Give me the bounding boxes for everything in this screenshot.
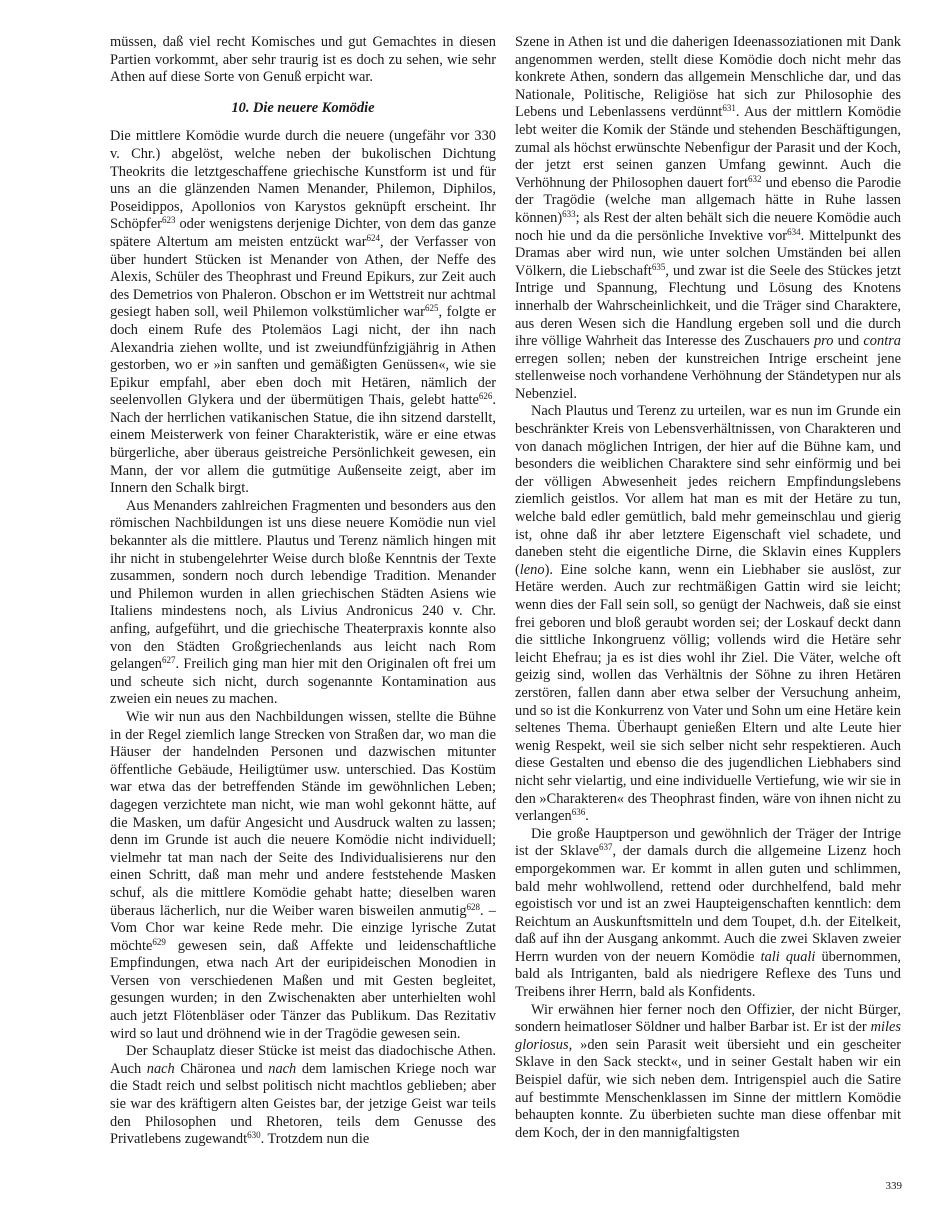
italic-term: contra	[863, 333, 901, 350]
footnote-ref[interactable]: 629	[152, 936, 166, 947]
text-run: Szene in Athen ist und die daherigen Ideenassoziationen mit Dank angenommen werden, stellt diese Komödie doch nicht mehr das konkrete Athen, sondern das allgemein Menschliche dar, und das Nationale, Politische, Religiöse hat sich zur Philosophie des Lebens und Lebenlassens verdünnt	[515, 34, 901, 121]
text-run: müssen, daß viel recht Komisches und gut Gemachtes in diesen Partien vorkommt, aber sehr traurig ist es doch zu sehen, wie sehr Athen auf diese Sorte von Genuß erpicht war.	[110, 34, 496, 86]
text-run: . Nach der herrlichen vatikanischen Statue, die ihn sitzend darstellt, einem Meisterwerk von feiner Charakteristik, wäre er eine etwas bürgerliche, aber überaus geistreiche Persönlichkeit gewesen, ein Mann, der vor allem die gutmütige Außenseite zeigt, aber im Innern den Schalk birgt.	[110, 392, 496, 497]
text-run: , der damals durch die allgemeine Lizenz hoch emporgekommen war. Er kommt in allen guten und schlimmen, bald mehr wohlwollend, rettend oder durchhelfend, bald mehr egoistisch vor und ist an zwei Haupteigenschaften kenntlich: dem Reichtum an Auskunftsmitteln und dem Toupet, d.h. der Eitelkeit, daß auf ihn der Ausgang ankommt. Auch die zwei Sklaven zweier Herrn wurden von der neuern Komödie	[515, 843, 901, 965]
right-column	[515, 34, 901, 1142]
text-run: und	[833, 333, 864, 350]
footnote-ref[interactable]: 637	[599, 842, 613, 853]
text-run: . Aus der mittlern Komödie lebt weiter die Komik der Stände und stehenden Beschäftigungen, zumal als höchst erwünschte Nebenfigur der Parasit und der Koch, der jetzt erst seinen ganzen Umfang gewinnt. Auch die Verhöhnung der Philosophen dauert fort	[515, 104, 901, 191]
text-run: »den sein Parasit weit übersieht und ein gescheiter Sklave in den Sack steckt«, und in seiner Gestalt haben wir ein Beispiel dafür, wie sich neben dem. Intrigenspiel auch die Satire auf bestimmte Menschenklassen im Sinne der mittlern Komödie behaupten konnte. Zu überbieten suchte man diese offenbar mit dem Koch, der in den mannigfaltigsten	[515, 1036, 901, 1141]
italic-term: nach	[146, 1060, 175, 1077]
italic-term: nach	[268, 1060, 297, 1077]
paragraph	[110, 1043, 496, 1149]
text-run: Aus Menanders zahlreichen Fragmenten und besonders aus den römischen Nachbildungen ist uns diese neuere Komödie nun viel bekannter als die mittlere. Plautus und Terenz nämlich hingen mit ihr nicht in stubengelehrter Weise durch bloße Kenntnis der Texte zusammen, sondern noch durch lebendige Tradition. Menander und Philemon wurden in allen griechischen Städten Asiens wie Italiens mindestens noch, als Livius Andronicus 240 v. Chr. anfing, aufgeführt, und die griechische Theaterpraxis konnte also von den Städten Großgriechenlands aus leicht nach Rom gelangen	[110, 497, 496, 673]
paragraph	[515, 826, 901, 1002]
text-run: .	[585, 808, 589, 825]
text-run: , der Verfasser von über hundert Stücken ist Menander von Athen, der Neffe des Alexis, Schüler des Theophrast und Freund Epikurs, zur Zeit auch des Demetrios von Phaleron. Obschon er im Wettstreit nur achtmal gesiegt haben soll, weil Philemon volkstümlicher war	[110, 233, 496, 321]
text-run: Wie wir nun aus den Nachbildungen wissen, stellte die Bühne in der Regel ziemlich lange Strecken von Straßen dar, wo man die Häuser der handelnden Personen und dazwischen mitunter öffentliche Gebäude, Heiligtümer usw. unterschied. Das Kostüm war etwa das der betreffenden Stände im gewöhnlichen Leben; dagegen verzichtete man nicht, wie man wohl gekonnt hätte, auf die Masken, um dafür Angesicht und Ausdruck walten zu lassen; denn im Grunde ist auch die neuere Komödie nicht individuell; vielmehr tat man nach der Seite des Individualisierens nur den einen Schritt, daß man mehr und andere feststehende Masken schuf, als die mittlere Komödie gehabt hatte; dieselben waren überaus lächerlich, nur die Weiber waren bisweilen anmutig	[110, 708, 496, 919]
page-number: 339	[885, 1180, 902, 1192]
footnote-ref[interactable]: 635	[651, 261, 666, 272]
text-run: gewesen sein, daß Affekte und leidenschaftliche Empfindungen, etwa nach Art der euripideischen Monodien in Versen von verschiedenen Maßen und mit Gesten begleitet, gesungen wurden; in den Zwischenakten aber unterhielten wohl auch jetzt Flötenbläser oder Tänzer das Publikum. Das Rezitativ wird so laut und dröhnend wie in der Tragödie gewesen sein.	[110, 937, 496, 1042]
italic-term: leno	[519, 561, 545, 578]
text-run: . Freilich ging man hier mit den Originalen oft frei um und scheute sich nicht, durch sogenannte Kontamination aus zweien ein neues zu machen.	[110, 656, 496, 708]
text-run: , und zwar ist die Seele des Stückes jetzt Intrige und Spannung, Flechtung und Lösung des Knotens innerhalb der Wahrscheinlichkeit, und die Träger sind Charaktere, aus deren Wesen sich die Handlung ergeben soll und die durch ihre völlige Wahrheit das Interesse des Zuschauers	[515, 262, 902, 350]
italic-term: miles gloriosus,	[515, 1019, 901, 1053]
italic-term: tali quali	[760, 948, 816, 965]
footnote-ref[interactable]: 634	[787, 226, 801, 237]
paragraph	[110, 128, 496, 497]
text-run: ; als Rest der alten behält sich die neuere Komödie auch noch hie und da die persönliche Invektive vor	[515, 209, 901, 244]
text-run: oder wenigstens derjenige Dichter, von dem das ganze spätere Altertum am meisten entzückt war	[110, 216, 496, 250]
text-run: , folgte er doch einem Rufe des Ptolemäos Lagi nicht, der ihn nach Alexandria ziehen wollte, und ist zweiundfünfzigjährig in Athen gestorben, wo er »in sanften und gemäßigten Genüssen«, wie sie Epikur empfahl, aber eben doch mit Hetären, nämlich der seelenvollen Glykera und der übermütigen Thais, gelebt hatte	[110, 304, 496, 409]
footnote-ref[interactable]: 632	[748, 173, 762, 184]
text-run: . Trotzdem nun die	[260, 1131, 370, 1148]
text-run: Nach Plautus und Terenz zu urteilen, war es nun im Grunde ein beschränkter Kreis von Lebensverhältnissen, von Charakteren und von danach möglichen Intrigen, der hier auf die Bühne kam, und besonders die weiblichen Charaktere sind sehr einförmig und bei der völligen Abwesenheit jedes reichern Empfindungslebens ziemlich geistlos. Vor allem hat man es mit der Hetäre zu tun, welche bald edler gemütlich, bald mehr gemeinschlau und gierig ist, ohne daß ihr aber letztere Eigenschaft viel schadete, und daneben steht die eigentliche Dirne, die Sklavin eines Kupplers (	[515, 403, 901, 578]
paragraph	[515, 403, 901, 825]
footnote-ref[interactable]: 625	[424, 303, 439, 314]
paragraph-continuation	[515, 34, 901, 403]
text-run: übernommen, bald als Intriganten, bald als niedrigere Reflexe des Tuns und Treibens ihrer Herrn, bald als Konfidents.	[515, 948, 901, 1001]
italic-term: pro	[813, 333, 834, 350]
text-run: Die mittlere Komödie wurde durch die neuere (ungefähr vor 330 v. Chr.) abgelöst, welche neben der bukolischen Dichtung Theokrits die letztgeschaffene griechische Kunstform ist und für uns an die glänzenden Namen Menander, Philemon, Diphilos, Poseidippos, Apollonios von Karystos geknüpft erscheint. Ihr Schöpfer	[110, 128, 496, 233]
footnote-ref[interactable]: 633	[562, 208, 576, 219]
left-column	[110, 34, 496, 1149]
footnote-ref[interactable]: 628	[466, 901, 481, 912]
text-run: . Mittelpunkt des Dramas aber wird nun, wie unter solchen Umständen bei allen Völkern, die Liebschaft	[515, 227, 901, 279]
footnote-ref[interactable]: 624	[366, 232, 380, 243]
text-run: dem lamischen Kriege noch war die Stadt reich und selbst politisch nicht machtlos geblieben; aber sie war des kräftigern alten Geistes bar, der jetzige Geist war teils den Philosophen und Rhetoren, teils dem Genusse des Privatlebens zugewandt	[110, 1060, 496, 1148]
paragraph	[515, 1002, 901, 1143]
footnote-ref[interactable]: 623	[161, 215, 176, 226]
text-run: erregen sollen; neben der kunstreichen Intrige erscheint jene stellenweise noch vorhandene Verhöhnung der Ständetypen nur als Nebenziel.	[515, 350, 901, 402]
section-heading: 10. Die neuere Komödie	[231, 99, 375, 116]
text-run: Die große Hauptperson und gewöhnlich der Träger der Intrige ist der Sklave	[515, 825, 901, 860]
footnote-ref[interactable]: 626	[478, 391, 493, 402]
text-run: ). Eine solche kann, wenn ein Liebhaber sie auslöst, zur Hetäre werden. Auch zur rechtmäßigen Gattin wird sie leicht; wenn dies der Fall sein soll, so genügt der Nachweis, daß sie einst frei geboren und bloß geraubt worden sei; der Loskauf deckt dann die sittliche Inkongruenz völlig; vollends wird die Hetäre sehr leicht Ehefrau; ja es ist dies wohl ihr Ziel. Die Väter, welche oft geizig sind, wollen das Verhältnis der Söhne zu ihren Hetären zerstören, fallen dann aber etwa selber der Versuchung anheim, und so ist die Konkurrenz von Vater und Sohn um eine Hetäre kein seltenes Thema. Überhaupt genießen Eltern und alte Leute hier wenig Respekt, weil sie sich selber nicht sehr respektieren. Auch diese Gestalten und ebenso die des jugendlichen Liebhabers sind nicht sehr vielartig, und eine individuelle Vertiefung, wie wir sie in den »Charakteren« des Theophrast finden, wäre von ihnen nicht zu verlangen	[515, 561, 901, 825]
footnote-ref[interactable]: 630	[247, 1130, 261, 1141]
footnote-ref[interactable]: 627	[161, 655, 176, 666]
paragraph	[110, 709, 496, 1043]
text-run: Der Schauplatz dieser Stücke ist meist das diadochische Athen. Auch	[110, 1043, 496, 1077]
paragraph	[110, 498, 496, 709]
footnote-ref[interactable]: 636	[571, 807, 586, 818]
text-run: Wir erwähnen hier ferner noch den Offizier, der nicht Bürger, sondern heimatloser Söldner und halber Barbar ist. Er ist der	[515, 1001, 901, 1036]
paragraph-continuation	[110, 34, 496, 87]
footnote-ref[interactable]: 631	[722, 103, 736, 114]
text-run: Chäronea und	[174, 1060, 269, 1077]
text-run: und ebenso die Parodie der Tragödie (welche man allgemach hätte in Ruhe lassen können)	[515, 174, 901, 226]
text-run: . – Vom Chor war keine Rede mehr. Die einzige lyrische Zutat möchte	[110, 902, 496, 954]
